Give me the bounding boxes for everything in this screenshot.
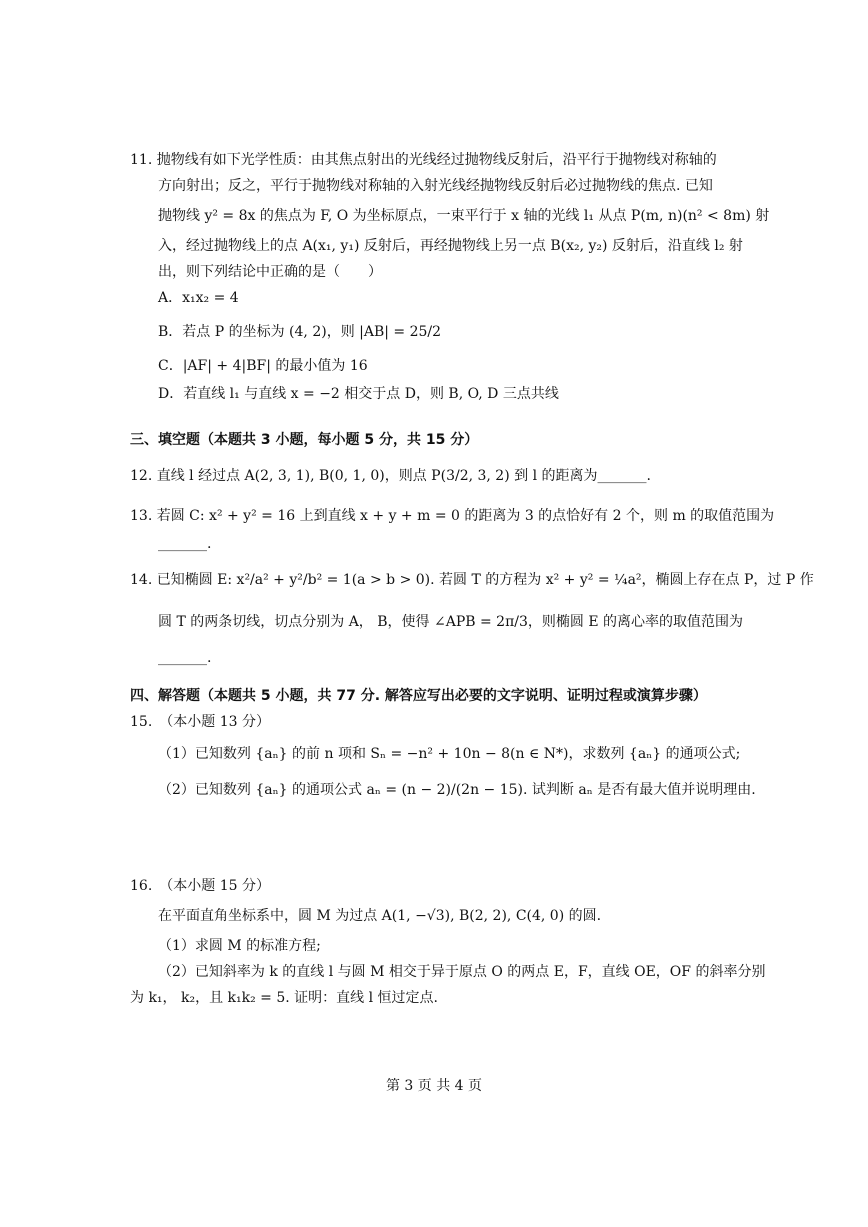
q11-line-5: 出，则下列结论中正确的是（ ） — [158, 264, 382, 280]
q11-option-d: D．若直线 l₁ 与直线 x = −2 相交于点 D，则 B, O, D 三点共线 — [158, 386, 559, 402]
q16-heading: 16. （本小题 15 分） — [130, 878, 270, 894]
q16-part-2-line-2: 为 k₁， k₂，且 k₁k₂ = 5. 证明：直线 l 恒过定点. — [130, 990, 438, 1006]
q14-line-1: 14. 已知椭圆 E: x²/a² + y²/b² = 1(a > b > 0). 若圆 T 的方程为 x² + y² = ¼a²，椭圆上存在点 P，过 P 作 — [130, 572, 814, 588]
q14-blank: _______. — [158, 650, 212, 666]
q11-line-1: 11. 抛物线有如下光学性质：由其焦点射出的光线经过抛物线反射后，沿平行于抛物线对称轴的 — [130, 152, 717, 168]
section-4-heading: 四、解答题（本题共 5 小题，共 77 分. 解答应写出必要的文字说明、证明过程或演算步骤） — [130, 688, 707, 704]
page-footer: 第 3 页 共 4 页 — [385, 1078, 483, 1094]
q16-part-2-line-1: （2）已知斜率为 k 的直线 l 与圆 M 相交于异于原点 O 的两点 E，F，直线 OE，OF 的斜率分别 — [158, 964, 766, 980]
q11-option-c: C．|AF| + 4|BF| 的最小值为 16 — [158, 358, 368, 374]
q11-line-2: 方向射出；反之，平行于抛物线对称轴的入射光线经抛物线反射后必过抛物线的焦点. 已知 — [158, 178, 713, 194]
q16-part-1: （1）求圆 M 的标准方程; — [158, 938, 321, 954]
q15-part-1: （1）已知数列 {aₙ} 的前 n 项和 Sₙ = −n² + 10n − 8(n ∈ N*)，求数列 {aₙ} 的通项公式; — [158, 746, 741, 762]
q11-option-a: A．x₁x₂ = 4 — [158, 290, 239, 306]
q13-line-1: 13. 若圆 C: x² + y² = 16 上到直线 x + y + m = 0 的距离为 3 的点恰好有 2 个，则 m 的取值范围为 — [130, 508, 775, 524]
q13-blank: _______. — [158, 536, 212, 552]
q15-part-2: （2）已知数列 {aₙ} 的通项公式 aₙ = (n − 2)/(2n − 15). 试判断 aₙ 是否有最大值并说明理由. — [158, 782, 756, 798]
q12: 12. 直线 l 经过点 A(2, 3, 1), B(0, 1, 0)，则点 P(3/2, 3, 2) 到 l 的距离为_______. — [130, 468, 651, 484]
q11-line-3: 抛物线 y² = 8x 的焦点为 F, O 为坐标原点，一束平行于 x 轴的光线 l₁ 从点 P(m, n)(n² < 8m) 射 — [158, 208, 770, 224]
q14-line-2: 圆 T 的两条切线，切点分别为 A， B，使得 ∠APB = 2π/3，则椭圆 E 的离心率的取值范围为 — [158, 614, 744, 630]
q11-option-b: B．若点 P 的坐标为 (4, 2)，则 |AB| = 25/2 — [158, 324, 442, 340]
section-3-heading: 三、填空题（本题共 3 小题，每小题 5 分，共 15 分） — [130, 432, 479, 448]
q11-line-4: 入，经过抛物线上的点 A(x₁, y₁) 反射后，再经抛物线上另一点 B(x₂, y₂) 反射后，沿直线 l₂ 射 — [158, 238, 743, 254]
q16-line-1: 在平面直角坐标系中，圆 M 为过点 A(1, −√3), B(2, 2), C(4, 0) 的圆. — [158, 908, 602, 924]
q15-heading: 15. （本小题 13 分） — [130, 714, 270, 730]
